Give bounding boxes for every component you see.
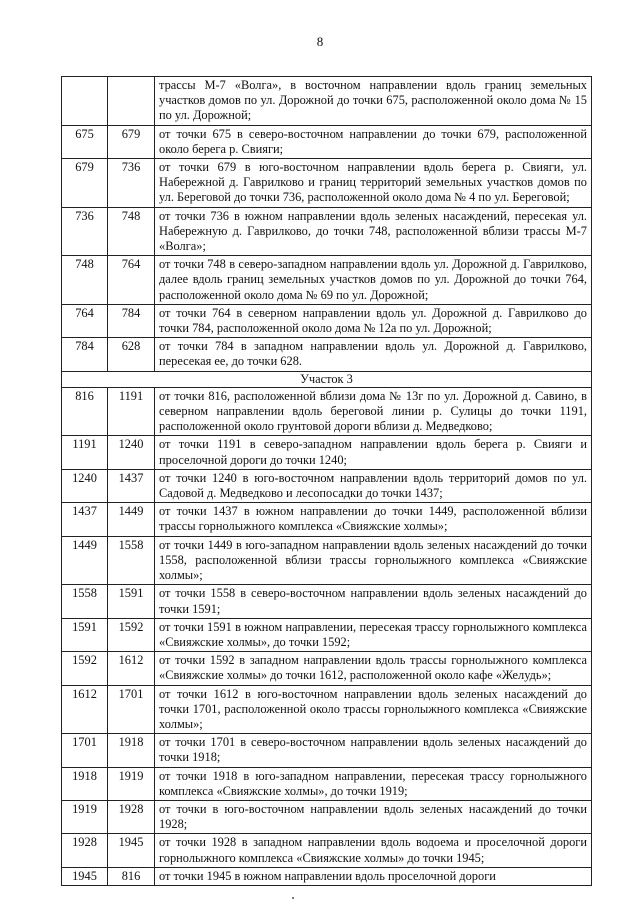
table-row [62, 338, 592, 371]
point-from-cell: 1437 [62, 503, 108, 536]
description-cell: от точки 1191 в северо-западном направлении вдоль берега р. Свияги и проселочной дороги до точки 1240; [155, 436, 592, 469]
point-to-cell: 1437 [108, 469, 155, 502]
description-cell: от точки 1612 в юго-восточном направлении вдоль зеленых насаждений до точки 1701, расположенной около трассы горнолыжного комплекса «Свияжские холмы»; [155, 685, 592, 734]
point-to-cell: 1191 [108, 387, 155, 436]
point-from-cell: 1591 [62, 618, 108, 651]
point-to-cell: 628 [108, 338, 155, 371]
point-to-cell: 1612 [108, 652, 155, 685]
point-from-cell: 764 [62, 304, 108, 337]
description-cell: от точки 816, расположенной вблизи дома № 13г по ул. Дорожной д. Савино, в северном направлении вдоль береговой линии р. Сулицы до точки 1191, расположенной около грунтовой дороги вблизи д. Медведково; [155, 387, 592, 436]
point-from-cell: 1919 [62, 800, 108, 833]
point-from-cell: 816 [62, 387, 108, 436]
description-cell: от точки 1449 в юго-западном направлении вдоль зеленых насаждений до точки 1558, расположенной вблизи трассы горнолыжного комплекса «Свияжские холмы»; [155, 536, 592, 585]
point-from-cell: 1928 [62, 834, 108, 867]
point-from-cell: 784 [62, 338, 108, 371]
point-from-cell: 1701 [62, 734, 108, 767]
point-from-cell [62, 77, 108, 126]
boundary-table-body [62, 77, 592, 886]
point-to-cell: 1449 [108, 503, 155, 536]
point-to-cell: 816 [108, 867, 155, 885]
point-to-cell: 1928 [108, 800, 155, 833]
section-row [62, 371, 592, 387]
point-to-cell: 764 [108, 256, 155, 305]
description-cell: от точки 1591 в южном направлении, пересекая трассу горнолыжного комплекса «Свияжские холмы», до точки 1592; [155, 618, 592, 651]
table-row [62, 536, 592, 585]
page-number: 8 [316, 34, 324, 49]
point-from-cell: 1592 [62, 652, 108, 685]
point-to-cell: 1945 [108, 834, 155, 867]
table-row [62, 159, 592, 208]
point-to-cell: 736 [108, 159, 155, 208]
table-row [62, 256, 592, 305]
point-from-cell: 1558 [62, 585, 108, 618]
table-row [62, 767, 592, 800]
table-row [62, 734, 592, 767]
table-row [62, 585, 592, 618]
scan-speck [292, 897, 294, 899]
description-cell: от точки 784 в западном направлении вдоль ул. Дорожной д. Гаврилково, пересекая ее, до точки 628. [155, 338, 592, 371]
description-cell: от точки 1945 в южном направлении вдоль проселочной дороги [155, 867, 592, 885]
description-cell: от точки 1240 в юго-восточном направлении вдоль территорий домов по ул. Садовой д. Медведково и лесопосадки до точки 1437; [155, 469, 592, 502]
table-row [62, 503, 592, 536]
description-cell: от точки 675 в северо-восточном направлении до точки 679, расположенной около берега р. Свияги; [155, 125, 592, 158]
point-to-cell: 679 [108, 125, 155, 158]
table-row [62, 685, 592, 734]
boundary-table [61, 76, 592, 886]
table-row [62, 800, 592, 833]
table-row [62, 207, 592, 256]
point-to-cell [108, 77, 155, 126]
table-row [62, 652, 592, 685]
point-to-cell: 1592 [108, 618, 155, 651]
table-row [62, 618, 592, 651]
table-row [62, 125, 592, 158]
point-from-cell: 1240 [62, 469, 108, 502]
table-row [62, 436, 592, 469]
description-cell: от точки 1918 в юго-западном направлении, пересекая трассу горнолыжного комплекса «Свияжские холмы», до точки 1919; [155, 767, 592, 800]
point-to-cell: 1240 [108, 436, 155, 469]
point-to-cell: 1591 [108, 585, 155, 618]
point-to-cell: 1918 [108, 734, 155, 767]
table-row [62, 834, 592, 867]
description-cell: от точки 764 в северном направлении вдоль ул. Дорожной д. Гаврилково до точки 784, расположенной около дома № 12а по ул. Дорожной; [155, 304, 592, 337]
description-cell: от точки 1558 в северо-восточном направлении вдоль зеленых насаждений до точки 1591; [155, 585, 592, 618]
description-cell: от точки 748 в северо-западном направлении вдоль ул. Дорожной д. Гаврилково, далее вдоль границ земельных участков домов по ул. Дорожной до точки 764, расположенной около дома № 69 по ул. Дорожной; [155, 256, 592, 305]
description-cell: от точки 1701 в северо-восточном направлении вдоль зеленых насаждений до точки 1918; [155, 734, 592, 767]
point-to-cell: 1919 [108, 767, 155, 800]
description-cell: от точки 736 в южном направлении вдоль зеленых насаждений, пересекая ул. Набережную д. Гаврилково, до точки 748, расположенной вблизи трассы М-7 «Волга»; [155, 207, 592, 256]
section-title: Участок 3 [62, 371, 592, 387]
point-from-cell: 748 [62, 256, 108, 305]
point-from-cell: 1918 [62, 767, 108, 800]
point-to-cell: 784 [108, 304, 155, 337]
table-row [62, 387, 592, 436]
point-from-cell: 679 [62, 159, 108, 208]
point-from-cell: 1945 [62, 867, 108, 885]
point-from-cell: 736 [62, 207, 108, 256]
point-from-cell: 1191 [62, 436, 108, 469]
description-cell: от точки 1592 в западном направлении вдоль трассы горнолыжного комплекса «Свияжские холмы» до точки 1612, расположенной около кафе «Желудь»; [155, 652, 592, 685]
description-cell: от точки 1928 в западном направлении вдоль водоема и проселочной дороги горнолыжного комплекса «Свияжские холмы» до точки 1945; [155, 834, 592, 867]
table-row [62, 867, 592, 885]
point-to-cell: 748 [108, 207, 155, 256]
description-cell: от точки 1437 в южном направлении до точки 1449, расположенной вблизи трассы горнолыжного комплекса «Свияжские холмы»; [155, 503, 592, 536]
description-cell: от точки 679 в юго-восточном направлении вдоль берега р. Свияги, ул. Набережной д. Гаврилково и границ территорий земельных участков домов по ул. Береговой до точки 736, расположенной около дома № 4 по ул. Береговой; [155, 159, 592, 208]
point-from-cell: 1449 [62, 536, 108, 585]
point-to-cell: 1558 [108, 536, 155, 585]
point-from-cell: 1612 [62, 685, 108, 734]
table-row [62, 77, 592, 126]
description-cell: трассы М-7 «Волга», в восточном направлении вдоль границ земельных участков домов по ул. Дорожной до точки 675, расположенной около дома № 15 по ул. Дорожной; [155, 77, 592, 126]
description-cell: от точки в юго-восточном направлении вдоль зеленых насаждений до точки 1928; [155, 800, 592, 833]
table-row [62, 304, 592, 337]
table-row [62, 469, 592, 502]
point-to-cell: 1701 [108, 685, 155, 734]
point-from-cell: 675 [62, 125, 108, 158]
